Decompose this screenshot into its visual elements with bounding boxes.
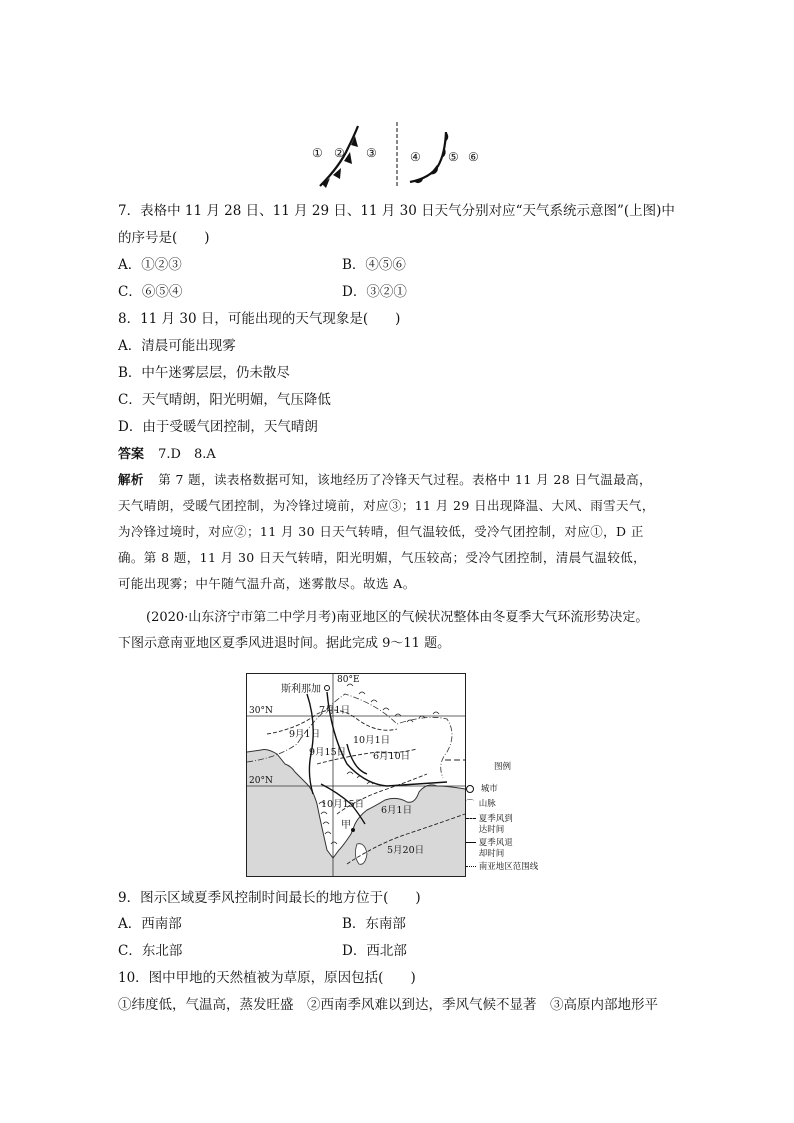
q9-option-d: D．西北部 xyxy=(342,943,407,959)
front-label-3: ③ xyxy=(366,146,377,160)
monsoon-map xyxy=(246,673,466,877)
q9-stem: 9．图示区域夏季风控制时间最长的地方位于( ) xyxy=(118,890,421,906)
map-date-sep15: 9月15日 xyxy=(309,747,347,758)
q10-stem: 10．图中甲地的天然植被为草原，原因包括( ) xyxy=(118,970,416,986)
q9-option-a: A．西南部 xyxy=(118,916,182,932)
mountain-icon: ⌒ xyxy=(466,799,474,808)
front-label-5: ⑤ xyxy=(448,150,459,164)
answer-text: 7.D 8.A xyxy=(158,447,216,462)
front-label-2: ② xyxy=(334,146,345,160)
map-date-oct1: 10月1日 xyxy=(353,735,391,746)
front-label-6: ⑥ xyxy=(468,150,479,164)
city-icon xyxy=(466,785,474,793)
q7-option-a: A．①②③ xyxy=(118,257,182,273)
legend-item-retreat: 夏季风退却时间 xyxy=(466,838,536,860)
dashdot-line-icon xyxy=(466,866,476,867)
q9-option-c: C．东北部 xyxy=(118,943,183,959)
solid-line-icon xyxy=(466,842,476,843)
explanation-label: 解析 xyxy=(118,472,144,487)
legend-item-boundary: 南亚地区范围线 xyxy=(466,862,538,873)
answer-row xyxy=(118,446,216,464)
map-city-label: 斯利那加 xyxy=(281,684,321,695)
q7-option-b: B．④⑤⑥ xyxy=(342,257,406,273)
explanation-line-2: 天气晴朗，受暖气团控制，为冷锋过境前，对应③；11 月 29 日出现降温、大风、雨雪天气， xyxy=(118,498,655,513)
q9-option-b: B．东南部 xyxy=(342,916,406,932)
legend-title: 图例 xyxy=(494,762,512,772)
q8-stem: 8．11 月 30 日，可能出现的天气现象是( ) xyxy=(118,311,401,327)
legend-item-mountain: ⌒ 山脉 xyxy=(466,799,496,809)
map-lat30-label: 30°N xyxy=(249,706,273,716)
map-date-jun10: 6月10日 xyxy=(373,751,411,762)
explanation-line-5: 可能出现雾；中午随气温升高，迷雾散尽。故选 A。 xyxy=(118,576,416,591)
q8-option-b: B．中午迷雾层层，仍未散尽 xyxy=(118,365,290,381)
q8-option-c: C．天气晴朗，阳光明媚，气压降低 xyxy=(118,392,331,408)
front-diagram xyxy=(300,118,500,193)
explanation-line-3: 为冷锋过境时，对应②；11 月 30 日天气转晴，但气温较低，受冷气团控制，对应①，D 正 xyxy=(118,524,644,539)
answer-label: 答案 xyxy=(118,447,145,462)
front-label-1: ① xyxy=(312,146,323,160)
q7-stem-line2: 的序号是( ) xyxy=(118,230,210,246)
q7-option-c: C．⑥⑤④ xyxy=(118,284,183,300)
map-legend xyxy=(466,762,566,877)
q8-option-d: D．由于受暖气团控制，天气晴朗 xyxy=(118,419,318,435)
intro-line-1: (2020·山东济宁市第二中学月考)南亚地区的气候状况整体由冬夏季大气环流形势决定。 xyxy=(146,610,649,625)
map-date-jun1: 6月1日 xyxy=(381,805,413,816)
q7-stem-line1: 7．表格中 11 月 28 日、11 月 29 日、11 月 30 日天气分别对应“天气系统示意图”(上图)中 xyxy=(118,203,675,219)
map-date-sep1: 9月1日 xyxy=(289,729,321,740)
city-marker-srinagar xyxy=(325,686,330,691)
q7-option-d: D．③②① xyxy=(342,284,407,300)
map-place-label: 甲 xyxy=(341,820,351,831)
map-date-oct15: 10月15日 xyxy=(321,799,365,810)
q10-line2: ①纬度低，气温高，蒸发旺盛 ②西南季风难以到达，季风气候不显著 ③高原内部地形平 xyxy=(118,997,658,1013)
legend-item-advance: 夏季风到达时间 xyxy=(466,814,536,836)
legend-item-city: 城市 xyxy=(466,784,498,795)
explanation-line-4: 确。第 8 题，11 月 30 日天气转晴，阳光明媚，气压较高；受冷气团控制，清晨气温较低， xyxy=(118,550,647,565)
map-lat20-label: 20°N xyxy=(249,776,273,786)
monsoon-map-svg xyxy=(247,674,465,876)
q8-option-a: A．清晨可能出现雾 xyxy=(118,338,236,354)
dashed-line-icon xyxy=(466,818,476,819)
map-lon-label: 80°E xyxy=(337,675,360,685)
place-marker-jia xyxy=(351,828,355,832)
map-date-jul1: 7月1日 xyxy=(319,705,351,716)
intro-line-2: 下图示意南亚地区夏季风进退时间。据此完成 9～11 题。 xyxy=(118,636,451,651)
front-semicircle xyxy=(430,165,438,174)
map-date-may20: 5月20日 xyxy=(387,845,425,856)
explanation-line-1: 解析 第 7 题，读表格数据可知，该地经历了冷锋天气过程。表格中 11 月 28 日气温最高， xyxy=(118,472,652,487)
front-label-4: ④ xyxy=(410,150,421,164)
